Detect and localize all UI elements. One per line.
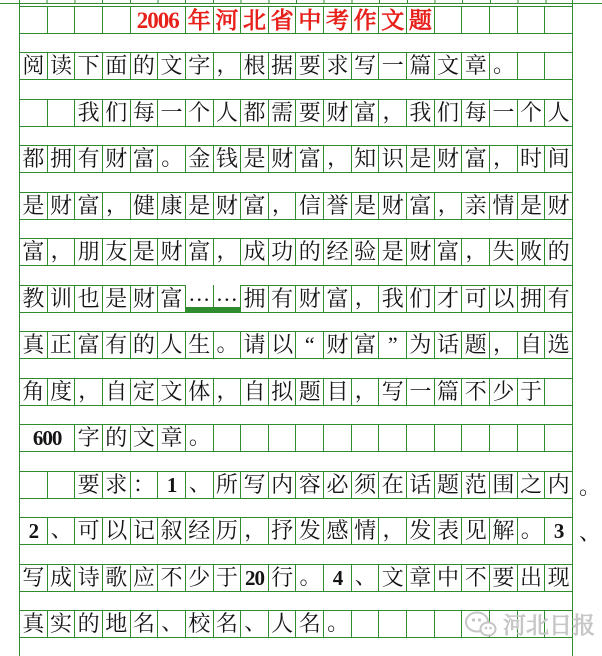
grid-cell: 财 [435,146,462,172]
grid-cell: 1 [158,472,185,498]
grid-cell: 康 [158,193,185,219]
grid-cell: 歌 [103,565,130,591]
grid-cell: 财 [324,332,351,358]
grid-cell: 信 [296,193,323,219]
grid-cell-empty [48,100,75,126]
grid-cell: 角 [20,379,47,405]
grid-cell: 地 [103,611,130,637]
grid-cell: 知 [352,146,379,172]
grid-cell: ： [131,472,158,498]
grid-cell: 每 [462,100,489,126]
grid-cell: 有 [269,286,296,312]
grid-cell-empty [518,53,545,79]
grid-cell: ， [324,146,351,172]
grid-cell: 文 [435,53,462,79]
grid-cell: 才 [435,286,462,312]
grid-cell: 少 [186,565,213,591]
grid-row-9 [19,378,573,406]
grid-cell-empty [462,425,489,451]
grid-cell: 财 [269,146,296,172]
grid-cell: 财 [158,239,185,265]
grid-cell: 健 [131,193,158,219]
grid-cell: 要 [75,472,102,498]
grid-cell: 、 [241,611,268,637]
grid-cell: 自 [241,379,268,405]
grid-cell-empty [379,611,406,637]
grid-cell: ， [214,379,241,405]
grid-cell: 以 [490,286,517,312]
grid-cell: 名 [296,611,323,637]
grid-cell: … [186,281,213,307]
grid-cell: 作 [353,7,377,33]
grid-row-10 [19,424,573,452]
grid-cell: 要 [296,100,323,126]
grid-cell: 出 [518,565,545,591]
grid-cell: 验 [352,239,379,265]
grid-cell: 求 [103,472,130,498]
grid-cell: 3 [545,518,572,544]
grid-cell: 写 [241,472,268,498]
grid-cell: 河 [215,7,239,33]
grid-cell: 见 [462,518,489,544]
grid-cell: 北 [243,7,267,33]
grid-cell: 个 [518,100,545,126]
grid-cell: 体 [186,379,213,405]
grid-cell: 文 [158,379,185,405]
grid-cell: 富 [20,239,47,265]
grid-cell: 中 [298,7,322,33]
grid-cell: 中 [435,565,462,591]
grid-cell: 真 [20,611,47,637]
grid-cell: 拟 [269,379,296,405]
grid-cell: 的 [296,239,323,265]
grid-cell-empty [407,611,434,637]
grid-cell: 的 [103,425,130,451]
grid-cell-empty [324,425,351,451]
grid-cell: 钱 [214,146,241,172]
grid-cell: 识 [379,146,406,172]
grid-cell: 据 [269,53,296,79]
grid-cell-empty [75,7,102,33]
grid-cell: 发 [407,518,434,544]
overflow-punctuation: 。 [579,474,602,499]
grid-cell: ， [241,518,268,544]
grid-cell: 的 [545,239,572,265]
grid-cell-empty [545,425,572,451]
grid-cell: 是 [131,239,158,265]
grid-cell: ， [103,193,130,219]
grid-cell: 文 [158,53,185,79]
grid-cell: 需 [269,100,296,126]
grid-cell: 是 [241,146,268,172]
grid-cell: 诗 [75,565,102,591]
grid-cell: 4 [324,565,351,591]
grid-cell: 不 [462,565,489,591]
grid-cell: 功 [269,239,296,265]
grid-cell: 请 [241,332,268,358]
grid-cell-empty [48,472,75,498]
grid-cell: 题 [408,7,432,33]
grid-cell: ， [379,518,406,544]
grid-cell: 文 [381,7,405,33]
grid-cell: 篇 [435,379,462,405]
grid-cell: 要 [296,53,323,79]
grid-cell: 财 [545,193,572,219]
grid-cell: 选 [545,332,572,358]
grid-cell: 600 [20,425,74,451]
grid-cell-empty [20,472,47,498]
grid-cell: 省 [270,7,294,33]
grid-row-13 [19,564,573,592]
grid-cell: 们 [103,100,130,126]
grid-cell: 题 [296,379,323,405]
grid-cell: 真 [20,332,47,358]
grid-row-6 [19,238,573,266]
grid-cell: ， [75,379,102,405]
grid-cell: 金 [186,146,213,172]
grid-cell: ” [379,332,406,358]
hebei-daily-logo-icon [464,610,498,638]
grid-cell: 经 [324,239,351,265]
grid-row-2 [19,52,573,80]
grid-cell: 财 [324,100,351,126]
grid-cell: 富 [75,193,102,219]
grid-cell: 名 [131,611,158,637]
grid-cell: 以 [269,332,296,358]
grid-cell: 富 [75,332,102,358]
grid-cell: 话 [435,332,462,358]
grid-cell: 有 [75,146,102,172]
grid-cell: 亲 [462,193,489,219]
grid-cell: 于 [518,379,545,405]
grid-cell-empty [20,100,47,126]
grid-cell: 朋 [75,239,102,265]
grid-cell-empty [462,7,489,33]
grid-cell: 。 [518,518,545,544]
grid-cell: ， [269,193,296,219]
grid-cell: 财 [214,193,241,219]
grid-cell: 富 [186,239,213,265]
grid-cell: 感 [324,518,351,544]
grid-cell: 读 [48,53,75,79]
grid-cell: 。 [490,53,517,79]
grid-cell: 败 [518,239,545,265]
grid-cell: 的 [75,611,102,637]
grid-cell: ， [490,332,517,358]
grid-cell: 根 [241,53,268,79]
watermark-label: 河北日报 [503,613,595,638]
grid-cell: 失 [490,239,517,265]
grid-cell: 富 [296,146,323,172]
grid-cell: 富 [462,146,489,172]
grid-cell: 人 [269,611,296,637]
grid-cell-empty [490,425,517,451]
grid-cell: ， [214,239,241,265]
grid-cell: 须 [352,472,379,498]
grid-cell: 校 [186,611,213,637]
grid-cell-empty [48,7,75,33]
grid-cell: 时 [518,146,545,172]
grid-cell: 章 [462,53,489,79]
grid-frame-line-top [0,3,602,4]
grid-cell-empty [435,611,462,637]
grid-cell: 少 [490,379,517,405]
grid-cell: 财 [103,146,130,172]
grid-cell: 富 [407,193,434,219]
grid-cell: 字 [75,425,102,451]
grid-cell: 正 [48,332,75,358]
grid-cell: ， [490,146,517,172]
grid-cell: 之 [518,472,545,498]
grid-row-11 [19,471,602,499]
grid-row-4 [19,145,573,173]
grid-cell: 围 [490,472,517,498]
grid-cell: 度 [48,379,75,405]
grid-cell: 一 [158,100,185,126]
grid-cell: 富 [352,332,379,358]
grid-cell-empty [545,7,572,33]
grid-cell: ， [379,100,406,126]
grid-cell: 都 [20,146,47,172]
grid-cell: 经 [186,518,213,544]
grid-cell: 。 [214,332,241,358]
grid-cell: 教 [20,286,47,312]
watermark [464,607,595,640]
grid-cell: 文 [379,565,406,591]
grid-cell: 于 [214,565,241,591]
grid-cell: 一 [490,100,517,126]
grid-cell: 也 [75,286,102,312]
grid-cell: 训 [48,286,75,312]
grid-cell: 财 [131,286,158,312]
grid-cell: 财 [48,193,75,219]
grid-cell-empty [435,425,462,451]
grid-cell: 容 [296,472,323,498]
grid-cell: 一 [407,379,434,405]
grid-cell: 表 [435,518,462,544]
grid-row-5 [19,192,573,220]
grid-cell: 不 [158,565,185,591]
grid-cell: 文 [131,425,158,451]
grid-cell: 财 [296,286,323,312]
grid-cell: 历 [214,518,241,544]
grid-cell-empty [241,425,268,451]
grid-cell: 誉 [324,193,351,219]
grid-cell: 写 [20,565,47,591]
grid-cell: 拥 [518,286,545,312]
grid-cell: 写 [352,53,379,79]
grid-cell: 有 [103,332,130,358]
grid-cell: 章 [407,565,434,591]
grid-cell: 间 [545,146,572,172]
grid-cell: 人 [158,332,185,358]
grid-cell: 题 [435,472,462,498]
grid-cell: 定 [131,379,158,405]
grid-cell-empty [352,611,379,637]
grid-cell: 自 [518,332,545,358]
grid-cell: 阅 [20,53,47,79]
grid-cell: 拥 [241,286,268,312]
grid-cell: 们 [435,100,462,126]
grid-cell: 是 [518,193,545,219]
grid-cell: 章 [158,425,185,451]
grid-cell: 年 [187,7,211,33]
grid-cell: 名 [214,611,241,637]
grid-cell: 、 [158,611,185,637]
grid-cell-empty [545,379,572,405]
grid-cell-empty [518,7,545,33]
overflow-punctuation: 、 [579,520,602,545]
grid-cell-empty [407,425,434,451]
grid-cell: 2006 [131,7,185,33]
grid-cell: 们 [407,286,434,312]
grid-cell: 富 [352,100,379,126]
grid-cell: 。 [186,425,213,451]
grid-cell-empty [214,425,241,451]
grid-row-7 [19,281,573,313]
grid-cell-empty [269,425,296,451]
grid-cell: 友 [103,239,130,265]
grid-cell: 内 [545,472,572,498]
grid-cell: 以 [103,518,130,544]
grid-cell: 我 [407,100,434,126]
grid-cell: 为 [407,332,434,358]
grid-cell: 一 [379,53,406,79]
grid-cell-empty [103,7,130,33]
grid-cell: ， [48,239,75,265]
grid-cell: 应 [131,565,158,591]
grid-row-1 [19,6,573,34]
grid-cell: 必 [324,472,351,498]
grid-cell: 题 [462,332,489,358]
grid-cell: 是 [103,286,130,312]
grid-cell: 的 [131,53,158,79]
grid-cell: 人 [214,100,241,126]
grid-cell: 考 [325,7,349,33]
grid-cell: 解 [490,518,517,544]
grid-cell: 在 [379,472,406,498]
grid-cell: 求 [324,53,351,79]
grid-cell: 目 [324,379,351,405]
grid-cell: 财 [407,239,434,265]
grid-cell: 。 [158,146,185,172]
grid-cell: “ [296,332,323,358]
grid-cell: 20 [241,565,268,591]
grid-cell: 、 [352,565,379,591]
grid-cell: 叙 [158,518,185,544]
grid-cell: 自 [103,379,130,405]
grid-cell: 我 [75,100,102,126]
grid-cell: 面 [103,53,130,79]
grid-cell: 可 [462,286,489,312]
grid-cell: ， [352,286,379,312]
grid-cell: 财 [379,193,406,219]
grid-cell: 富 [131,146,158,172]
grid-cell: 发 [296,518,323,544]
grid-cell: 。 [324,611,351,637]
grid-cell: 都 [241,100,268,126]
grid-cell: 范 [462,472,489,498]
grid-cell: 可 [75,518,102,544]
grid-row-8 [19,331,573,359]
grid-cell: 是 [352,193,379,219]
grid-cell: 我 [379,286,406,312]
grid-cell: ， [352,379,379,405]
grid-cell: 人 [545,100,572,126]
grid-cell: 记 [131,518,158,544]
grid-cell: 现 [545,565,572,591]
grid-cell-empty [518,425,545,451]
grid-cell: 字 [186,53,213,79]
grid-cell: 生 [186,332,213,358]
grid-cell: 所 [214,472,241,498]
grid-cell: 成 [241,239,268,265]
grid-cell-empty [545,53,572,79]
grid-cell: 富 [435,239,462,265]
grid-cell: 富 [158,286,185,312]
grid-cell: ， [214,53,241,79]
grid-cell: 要 [490,565,517,591]
grid-cell: 行 [269,565,296,591]
grid-cell: 2 [20,518,47,544]
grid-cell: 是 [407,146,434,172]
grid-cell: 是 [20,193,47,219]
grid-cell-empty [20,7,47,33]
grid-cell: 。 [296,565,323,591]
grid-cell: 情 [352,518,379,544]
grid-cell: 富 [324,286,351,312]
grid-cell: 是 [186,193,213,219]
grid-cell: 、 [186,472,213,498]
grid-cell: 个 [186,100,213,126]
grid-cell-empty [435,7,462,33]
grid-cell: 是 [379,239,406,265]
grid-cell: 成 [48,565,75,591]
grid-cell: 话 [407,472,434,498]
grid-cell: 拥 [48,146,75,172]
grid-cell: 每 [131,100,158,126]
grid-cell: 有 [545,286,572,312]
grid-cell: 、 [48,518,75,544]
grid-row-12 [19,517,602,545]
grid-cell: 下 [75,53,102,79]
grid-cell: ， [435,193,462,219]
grid-cell: 内 [269,472,296,498]
grid-cell: 抒 [269,518,296,544]
grid-cell-empty [490,7,517,33]
grid-cell: 情 [490,193,517,219]
grid-cell: 篇 [407,53,434,79]
grid-cell: 写 [379,379,406,405]
grid-cell-empty [379,425,406,451]
grid-cell: ， [462,239,489,265]
grid-cell: 的 [131,332,158,358]
grid-cell: 不 [462,379,489,405]
grid-cell-empty [296,425,323,451]
grid-cell-empty [352,425,379,451]
grid-cell: 富 [241,193,268,219]
grid-row-3 [19,99,573,127]
grid-cell: … [214,281,241,307]
grid-cell: 实 [48,611,75,637]
